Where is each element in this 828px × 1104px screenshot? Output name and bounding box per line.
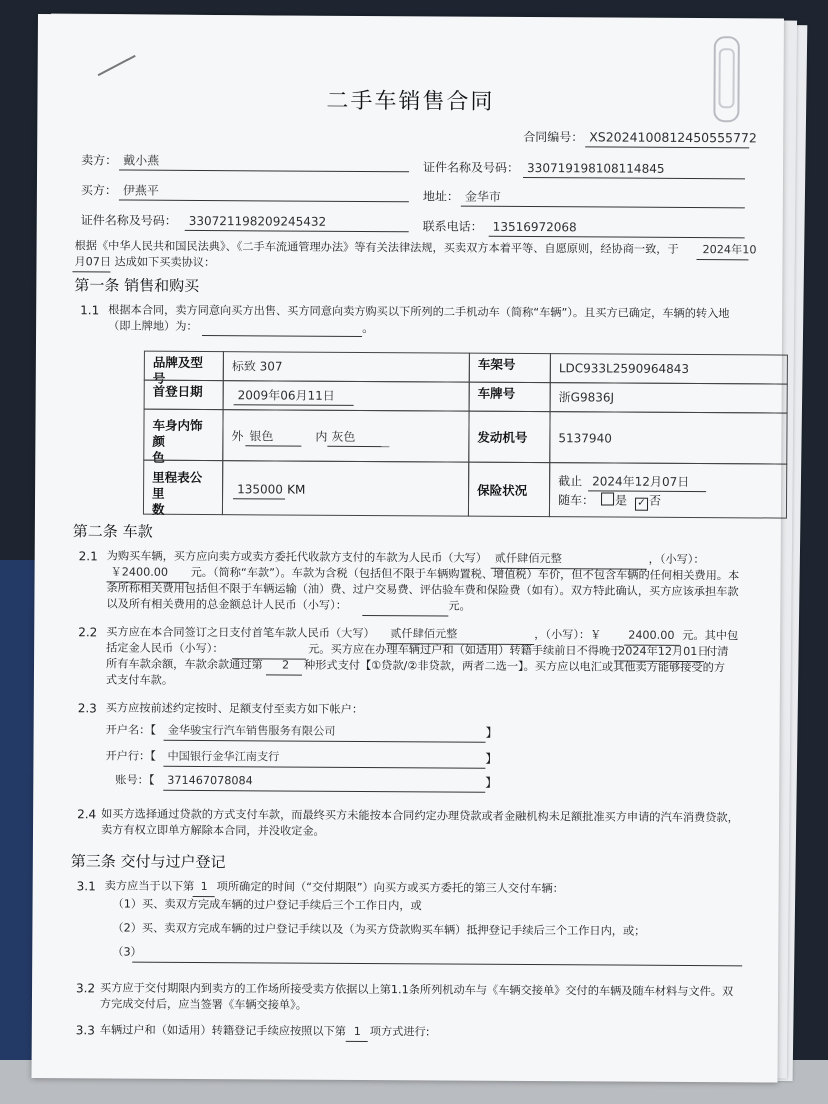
buyer-id-value: 330721198209245432 bbox=[188, 213, 327, 229]
account-number-label: 账号：【 bbox=[115, 773, 155, 787]
color-label-line2: 色 bbox=[152, 449, 165, 465]
bank-label: 开户行：【 bbox=[105, 749, 156, 763]
plate-value: 浙G9836J bbox=[558, 390, 615, 405]
engine-value: 5137940 bbox=[558, 431, 612, 446]
mileage-label-line1: 里程表公里 bbox=[152, 469, 203, 501]
preamble-date-1: 2024年10 bbox=[702, 243, 757, 257]
plate-label: 车牌号 bbox=[469, 382, 551, 413]
delivery-option-2: （2）买、卖双方完成车辆的过户登记手续以及（为买方贷款购买车辆）抵押登记手续后三个工作日内，或； bbox=[112, 921, 646, 938]
clause-3-3-option: 1 bbox=[353, 1024, 361, 1038]
clause-2-2-amount-words: 贰仟肆佰元整 bbox=[390, 627, 458, 641]
exterior-color: 银色 bbox=[249, 429, 274, 444]
clause-3-1-text-c: 项所确定的时间（“交付期限”）向买方或买方委托的第三人交付车辆： bbox=[216, 880, 564, 896]
reg-date-label: 首登日期 bbox=[144, 380, 224, 410]
delivery-option-1: （1）买、卖双方完成车辆的过户登记手续后三个工作日内，或 bbox=[112, 897, 422, 913]
clause-2-2-line4: 式支付车款。 bbox=[105, 673, 174, 687]
clause-2-2-payment-option: 2 bbox=[281, 658, 290, 672]
clause-2-1-amount-words: 贰仟肆佰元整 bbox=[494, 551, 562, 566]
clause-1-1-text: 根据本合同，卖方同意向买方出售、买方同意向卖方购买以下所列的二手机动车（简称“车辆”）。且买方已确定，车辆的转入地 bbox=[108, 303, 730, 321]
contract-no-label: 合同编号： bbox=[523, 129, 584, 145]
buyer-id-label: 证件名称及号码： bbox=[80, 213, 177, 228]
clause-1-1-end: 。 bbox=[362, 320, 375, 336]
vehicle-info-table bbox=[143, 351, 788, 519]
with-car-label: 随车： bbox=[557, 493, 595, 508]
contract-no-value: XS20241008124505557​72 bbox=[589, 129, 757, 146]
buyer-address: 金华市 bbox=[464, 189, 501, 204]
insurance-date: 2024年12月07日 bbox=[592, 474, 690, 489]
clause-2-2-line1-end: 元。其中包 bbox=[682, 628, 739, 643]
clause-2-2-line2: 括定金人民币（小写）： bbox=[106, 641, 224, 656]
clause-1-1-text-2: （即上牌地）为： bbox=[108, 319, 198, 333]
buyer-phone: 13516972068 bbox=[492, 219, 577, 235]
clause-3-3-number: 3.3 bbox=[75, 1023, 95, 1038]
account-number: 371467078084 bbox=[167, 773, 253, 788]
clause-2-1-line4-end: 元。 bbox=[448, 599, 471, 613]
interior-label: 内 bbox=[315, 429, 328, 444]
clause-1-1-number: 1.1 bbox=[80, 303, 100, 318]
clause-2-1-line4: 以及所有相关费用的总金额总计人民币（小写）： bbox=[106, 597, 347, 612]
brand-value: 标致 307 bbox=[231, 359, 283, 374]
contract-page bbox=[32, 14, 784, 1083]
clause-2-4-line1: 如买方选择通过贷款的方式支付车款，而最终买方未能按本合同约定办理贷款或者金融机构未足额批准买方申请的汽车消费贷款， bbox=[101, 807, 739, 825]
insurance-label: 保险状况 bbox=[468, 462, 550, 517]
page-title: 二手车销售合同 bbox=[326, 88, 495, 115]
delivery-option-3: （3） bbox=[112, 945, 142, 959]
mileage-value: 135000 bbox=[237, 482, 283, 497]
preamble-text: 根据《中华人民共和国民法典》、《二手车流通管理办法》等有关法律法规，买卖双方本着平等、自愿原则，经协商一致，于 bbox=[74, 239, 679, 256]
exterior-label: 外 bbox=[231, 429, 244, 444]
buyer-phone-label: 联系电话： bbox=[422, 219, 483, 234]
clause-2-1-amount: ￥2400.00 bbox=[110, 565, 169, 579]
account-name-bracket: 】 bbox=[485, 725, 498, 740]
bank-bracket: 】 bbox=[485, 751, 498, 766]
clause-2-2-line2b: 元。买方应在办理车辆过户和（如适用）转籍手续前日不得晚于 bbox=[308, 642, 622, 658]
article-1-heading: 第一条 销售和购买 bbox=[74, 276, 200, 295]
brand-label: 品牌及型号 bbox=[144, 351, 224, 381]
insurance-prefix: 截止 bbox=[558, 474, 583, 489]
clause-2-1-line1-end: ，（小写）： bbox=[648, 552, 705, 567]
yes-checkbox bbox=[601, 492, 614, 505]
clause-3-2-number: 3.2 bbox=[76, 981, 96, 996]
clause-3-1-text-a: 卖方应当于以下第 bbox=[104, 879, 195, 893]
vin-label: 车架号 bbox=[469, 353, 551, 384]
vin-value: LDC933L2590964843 bbox=[558, 361, 690, 376]
mileage-label-line2: 数 bbox=[151, 501, 165, 517]
clause-2-2-line2-end: 付清 bbox=[706, 645, 729, 659]
clause-2-3-number: 2.3 bbox=[77, 701, 97, 716]
clause-2-4-number: 2.4 bbox=[77, 807, 97, 822]
buyer-name: 伊燕平 bbox=[122, 183, 159, 198]
clause-2-2-line3-end: 种形式支付【①贷款/②非贷款，两者二选一】。买方应以电汇或其他卖方能够接受的方 bbox=[303, 658, 726, 675]
account-number-bracket: 】 bbox=[485, 775, 498, 790]
seller-name: 戴小燕 bbox=[123, 153, 160, 168]
clause-2-4-line2: 卖方有权立即单方解除本合同，并没收定金。 bbox=[100, 823, 325, 838]
seller-id-value: 330719198108114845 bbox=[527, 160, 665, 176]
pencil-mark bbox=[98, 55, 136, 76]
buyer-label: 买方： bbox=[80, 183, 117, 198]
account-name-label: 开户名：【 bbox=[105, 723, 157, 737]
color-label-line1: 车身内饰颜 bbox=[152, 417, 203, 449]
clause-2-3-line1: 买方应按前述约定按时、足额支付至卖方如下帐户： bbox=[105, 701, 364, 716]
clause-3-2-line2: 方完成交付后，应当签署《车辆交接单》。 bbox=[99, 997, 307, 1012]
clause-3-2-line1: 买方应于交付期限内到卖方的工作场所接受卖方依据以上第1.1条所列机动车与《车辆交接单》交付的车辆及随车材料与文件。双 bbox=[100, 981, 734, 999]
clause-3-1-option: 1 bbox=[200, 880, 208, 894]
with-car-no-option: ✓ 否 bbox=[634, 493, 661, 511]
clause-2-1-line1: 为购买车辆，买方应向卖方或卖方委托代收款方支付的车款为人民币（大写） bbox=[106, 549, 488, 565]
preamble-end: 达成如下买卖协议： bbox=[114, 255, 216, 270]
interior-color: 灰色 bbox=[331, 429, 356, 444]
preamble-date-2: 月07日 bbox=[74, 255, 112, 269]
no-checkbox-checked-icon: ✓ bbox=[635, 498, 648, 511]
clause-2-2-amount: 2400.00 bbox=[628, 628, 675, 642]
clause-2-1-line2: 元。（简称“车款”）。车款为含税（包括但不限于车辆购置税、增值税）车价，但不包含车辆的任何相关费用。本 bbox=[190, 565, 740, 583]
buyer-address-label: 地址： bbox=[422, 189, 459, 204]
clause-2-1-number: 2.1 bbox=[78, 549, 98, 564]
clause-2-2-yuan-sign: ，（小写）：￥ bbox=[534, 628, 602, 642]
reg-date-value: 2009年06月11日 bbox=[237, 388, 335, 403]
clause-3-3-text-a: 车辆过户和（如适用）转籍登记手续应按照以下第 bbox=[99, 1023, 346, 1038]
clause-3-1-number: 3.1 bbox=[76, 879, 96, 894]
clause-2-2-line3: 所有车款余额，车款余款通过第 bbox=[105, 657, 263, 672]
seller-id-label: 证件名称及号码： bbox=[423, 160, 520, 175]
article-2-heading: 第二条 车款 bbox=[72, 522, 153, 541]
clause-2-1-line3: 条所称相关费用包括但不限于车辆运输（油）费、过户交易费、评估验车费和保险费（如有）。双方特此确认，买方应该承担车款 bbox=[106, 581, 739, 599]
clause-3-3-text-c: 项方式进行: bbox=[369, 1025, 430, 1039]
bank-name: 中国银行金华江南支行 bbox=[167, 749, 280, 764]
article-3-heading: 第三条 交付与过户登记 bbox=[70, 852, 226, 872]
clause-2-2-number: 2.2 bbox=[78, 625, 98, 640]
seller-label: 卖方： bbox=[81, 153, 118, 168]
clause-2-2-due-date: 2024年12月01日 bbox=[618, 644, 709, 659]
clause-2-2-line1: 买方应在本合同签订之日支付首笔车款人民币（大写） bbox=[106, 625, 375, 641]
engine-label: 发动机号 bbox=[468, 411, 550, 463]
with-car-yes-option: 是 bbox=[600, 492, 627, 508]
account-name: 金华骏宝行汽车销售服务有限公司 bbox=[167, 723, 336, 738]
mileage-unit: KM bbox=[287, 482, 306, 497]
